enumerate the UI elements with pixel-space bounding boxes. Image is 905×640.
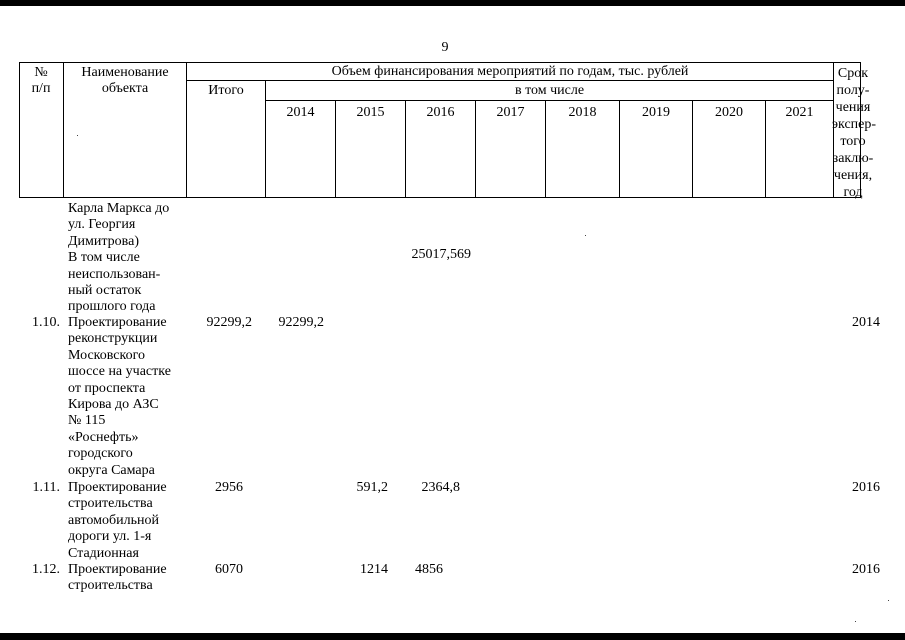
row-deadline: 2016 bbox=[852, 562, 880, 577]
row-total: 2956 bbox=[215, 480, 243, 495]
row-total: 6070 bbox=[215, 562, 243, 577]
header-year: 2021 bbox=[785, 105, 814, 120]
rule bbox=[186, 80, 834, 81]
rule bbox=[19, 197, 861, 198]
row-2014: 92299,2 bbox=[278, 315, 324, 330]
row-2016: 2364,8 bbox=[421, 480, 460, 495]
row-deadline: 2016 bbox=[852, 480, 880, 495]
table-header bbox=[19, 62, 877, 200]
header-year: 2017 bbox=[496, 105, 525, 120]
header-year: 2020 bbox=[715, 105, 743, 120]
continuation-name: Карла Маркса до ул. Георгия Димитрова) В том числе неиспользован- ный остаток прошлого года bbox=[68, 201, 170, 315]
header-deadline: Срок полу- чения экспер- того заклю- чения, год bbox=[832, 66, 877, 200]
row-name: Проектирование реконструкции Московского шоссе на участке от проспекта Кирова до АЗС № 115 «Роснефть» городского округа Самара bbox=[68, 315, 171, 478]
header-year: 2018 bbox=[568, 105, 597, 120]
header-year: 2016 bbox=[426, 105, 455, 120]
header-name: Наименование объекта bbox=[81, 65, 169, 96]
rule bbox=[19, 62, 861, 63]
header-year: 2019 bbox=[642, 105, 670, 120]
header-year: 2015 bbox=[356, 105, 385, 120]
scan-speck bbox=[855, 621, 856, 622]
page-number: 9 bbox=[441, 40, 449, 55]
continuation-unused-2016: 25017,569 bbox=[411, 247, 471, 262]
header-total: Итого bbox=[208, 83, 244, 98]
row-2015: 1214 bbox=[360, 562, 388, 577]
scan-speck bbox=[77, 135, 78, 136]
row-2016: 4856 bbox=[415, 562, 443, 577]
scan-speck bbox=[585, 235, 586, 236]
row-number: 1.12. bbox=[32, 562, 60, 577]
row-total: 92299,2 bbox=[206, 315, 252, 330]
rule bbox=[265, 100, 834, 101]
header-financing: Объем финансирования мероприятий по годам, тыс. рублей bbox=[331, 64, 689, 79]
row-name: Проектирование строительства bbox=[68, 562, 167, 594]
bottom-border bbox=[0, 633, 905, 640]
header-year: 2014 bbox=[286, 105, 315, 120]
row-number: 1.11. bbox=[32, 480, 60, 495]
row-name: Проектирование строительства автомобильной дороги ул. 1-я Стадионная bbox=[68, 480, 167, 561]
header-including: в том числе bbox=[514, 83, 585, 98]
row-2015: 591,2 bbox=[356, 480, 388, 495]
row-deadline: 2014 bbox=[852, 315, 880, 330]
top-border bbox=[0, 0, 905, 6]
scan-speck bbox=[888, 600, 889, 601]
row-number: 1.10. bbox=[32, 315, 60, 330]
header-num: № п/п bbox=[31, 65, 51, 96]
